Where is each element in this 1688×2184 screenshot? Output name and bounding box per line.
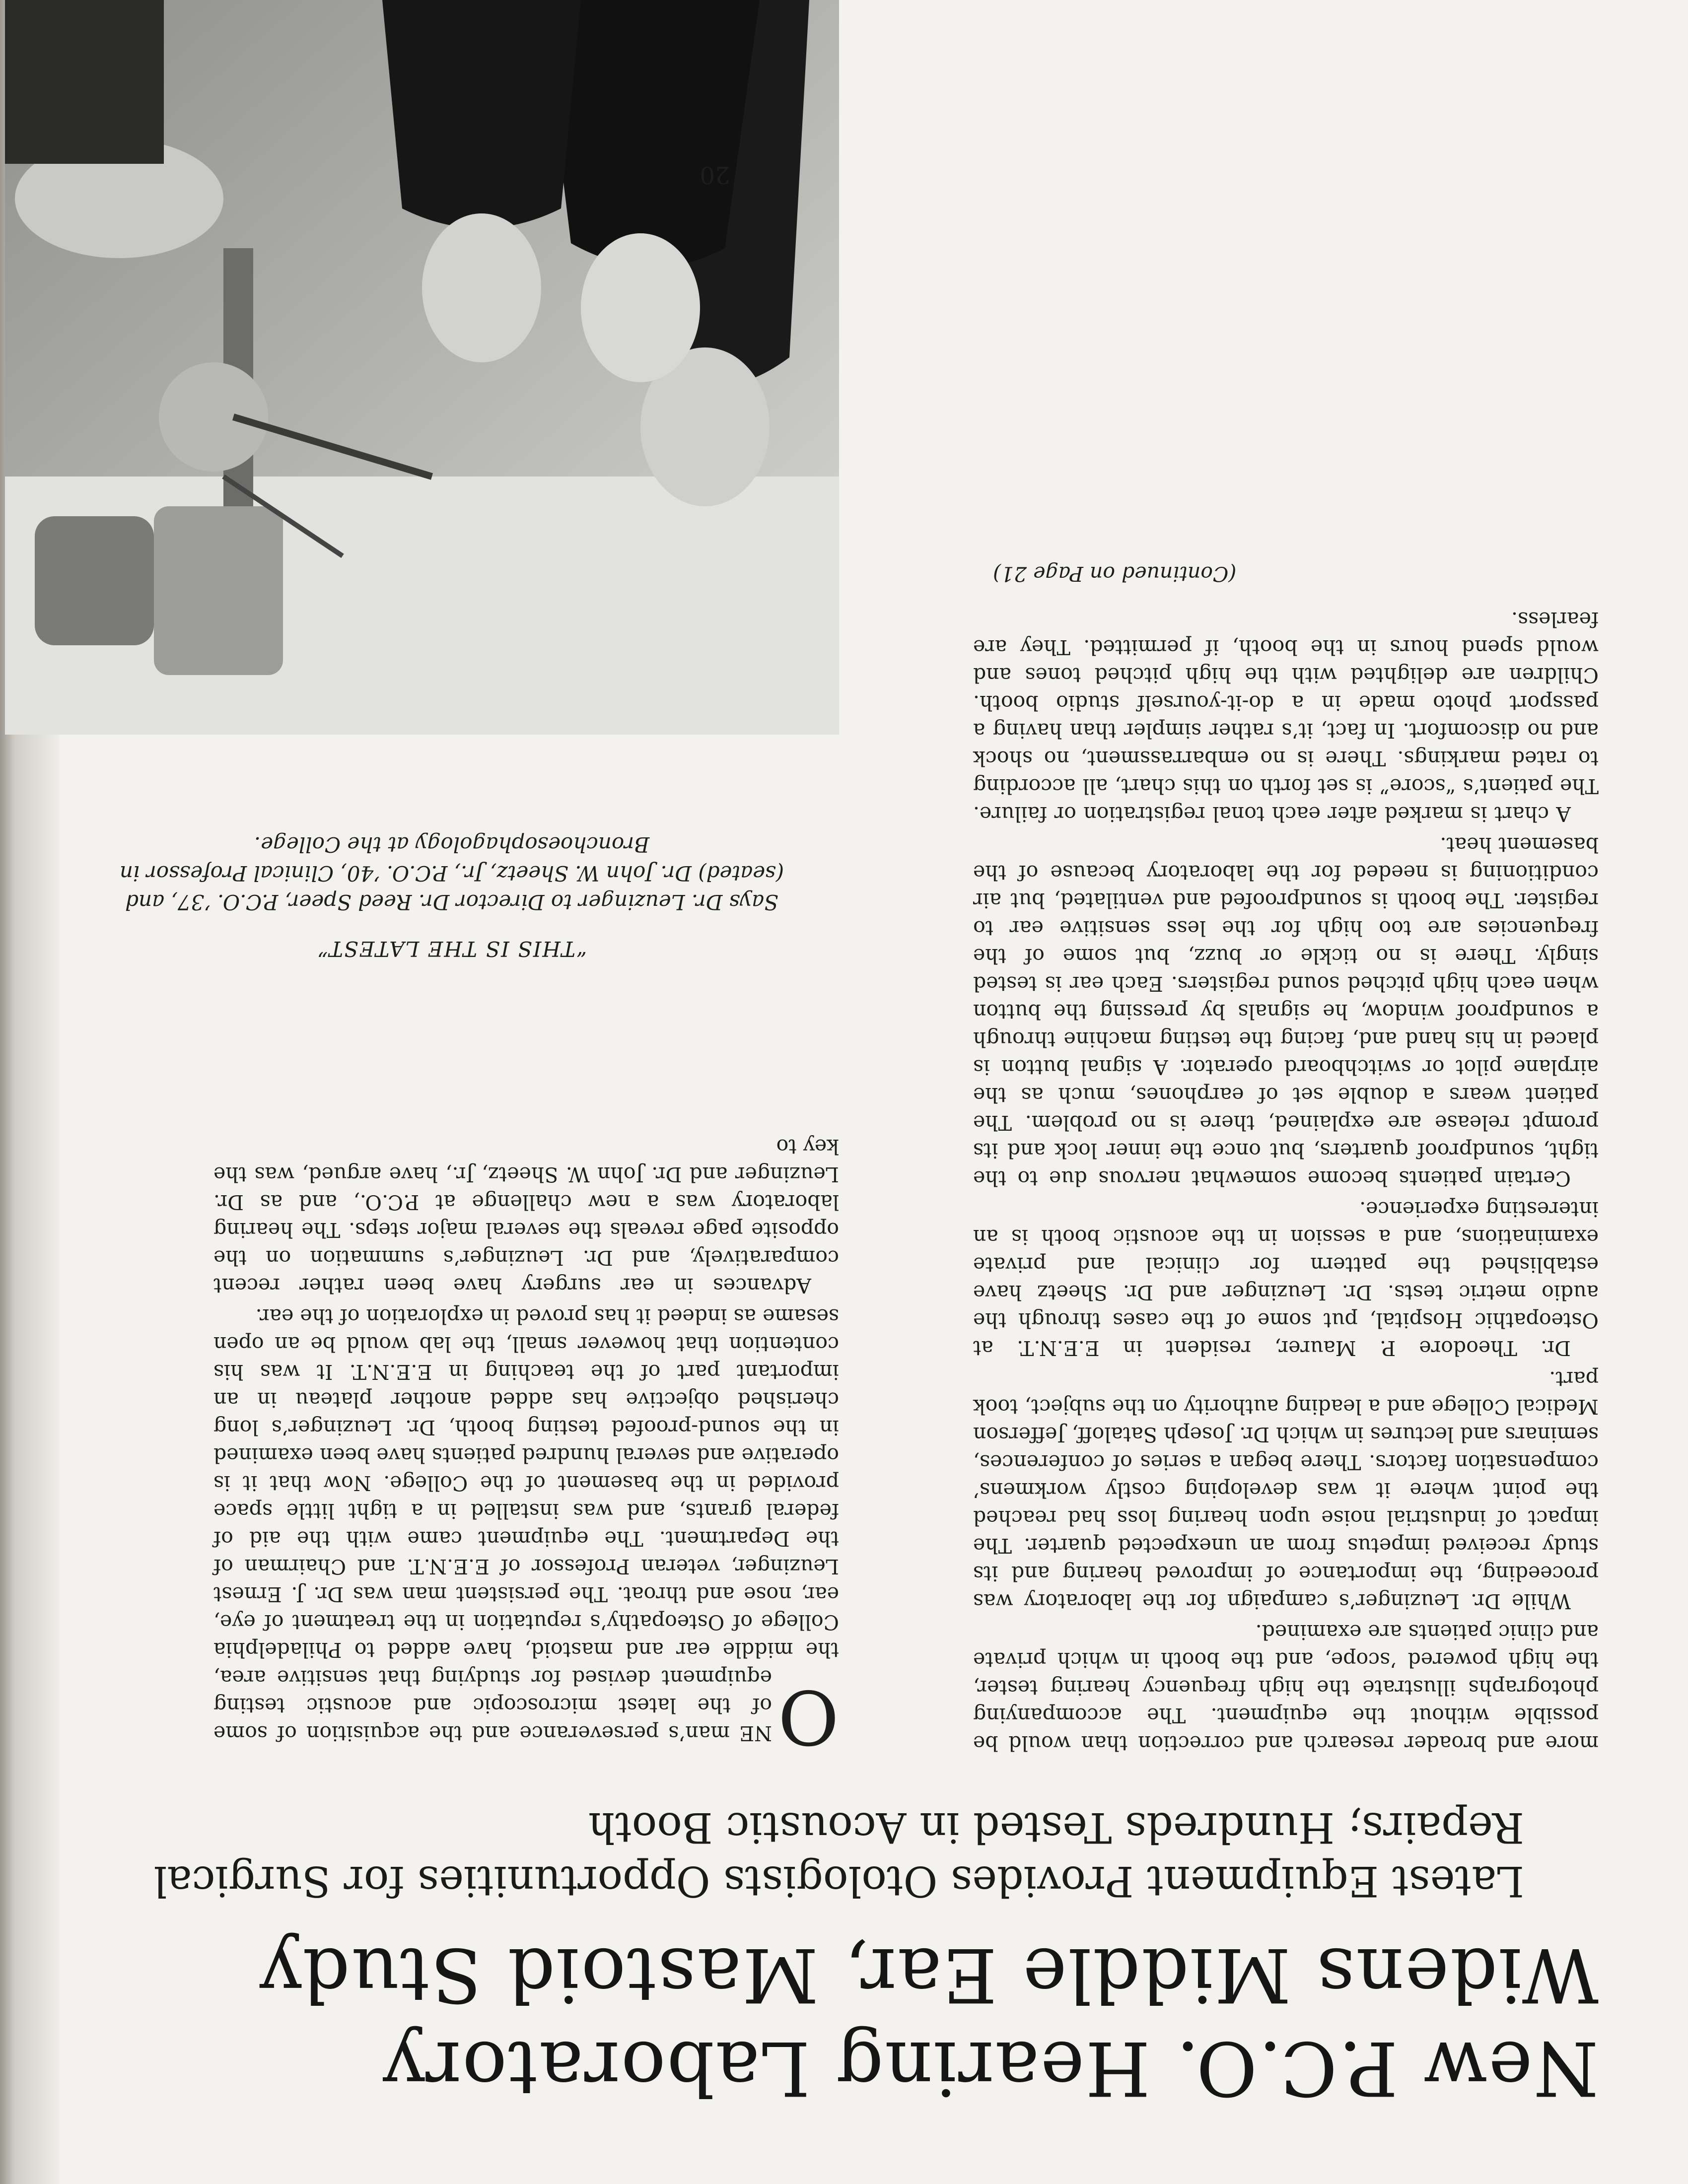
lead-smallcaps: NE <box>739 1721 773 1745</box>
lead-paragraph <box>213 1302 839 1760</box>
paragraph: While Dr. Leuzinger’s campaign for the laboratory was proceeding, the importance of improved hearing and its study received impetus from an unexpected quarter. The impact of industrial noise upon hearing loss had reached the point where it was developing costly workmens’ compensation factors. There began a series of conferences, seminars and lectures in which Dr. Joseph Sataloff, Jefferson Medical College and a leading authority on the subject, took part. <box>973 1367 1599 1613</box>
photo-caption <box>79 830 824 963</box>
lead-text: man’s perseverance and the acquisition of some of the latest microscopic and acoustic testing equipment devised for studying that sensitive area, the middle ear and mastoid, have added to Philadelphia College of Osteopathy’s reputation in the treatment of eye, ear, nose and throat. The persistent man was Dr. J. Ernest Leuzinger, veteran Professor of E.E.N.T. and Chairman of the Department. The equipment came with the aid of federal grants, and was installed in a tight little space provided in the basement of the College. Now that it is operative and several hundred patients have been examined in the sound-proofed testing booth, Dr. Leuzinger’s long cherished objective has added another plateau in an important part of the teaching in E.E.N.T. It was his contention that however small, the lab would be an open sesame as indeed it has proved in exploration of the ear. <box>213 1304 839 1745</box>
headline: New P.C.O. Hearing Laboratory Widens Middle Ear, Mastoid Study <box>258 1931 1599 2111</box>
drop-cap: O <box>778 1673 839 1760</box>
paragraph: Certain patients become somewhat nervous due to the tight, soundproof quarters, but once the inner lock and its prompt release are explained, there is no problem. The patient wears a double set of earphones, much as the airplane pilot or switchboard operator. A signal button is placed in his hand and, facing the testing machine through a soundproof window, he signals by pressing the button when each high pitched sound registers. Each ear is tested singly. There is no tickle or buzz, but some of the frequencies are too high for the less sensitive ear to register. The booth is soundproofed and ventilated, but air conditioning is needed for the laboratory because of the basement heat. <box>973 833 1599 1190</box>
caption-body: Says Dr. Leuzinger to Director Dr. Reed Speer, P.C.O. ’37, and (seated) Dr. John W. Sheetz, Jr., P.C.O. ’40, Clinical Professor in Bronchoesophagology at the College. <box>119 832 784 914</box>
paragraph: Advances in ear surgery have been rather recent comparatively, and Dr. Leuzinger’s summation on the opposite page reveals the several major steps. The hearing laboratory was a new challenge at P.C.O., and as Dr. Leuzinger and Dr. John W. Sheetz, Jr., have argued, was the key to <box>213 1135 839 1297</box>
photo-illustration <box>5 0 839 735</box>
paragraph: more and broader research and correction than would be possible without the equipment. The accompanying photographs illustrate the high frequency hearing tester, the high powered ’scope, and the booth in which private and clinic patients are examined. <box>973 1620 1599 1755</box>
left-column <box>973 560 1599 1757</box>
caption-title: “THIS IS THE LATEST” <box>316 937 587 961</box>
page-number: 20 <box>700 161 730 189</box>
paragraph: Dr. Theodore P. Maurer, resident in E.E.N.T. at Osteopathic Hospital, put some of the cases through the audio metric tests. Dr. Leuzinger and Dr. Sheetz have established the pattern for clinical and private examinations, and a session in the acoustic booth is an interesting experience. <box>973 1197 1599 1360</box>
photo <box>5 0 839 735</box>
continued-note: (Continued on Page 21) <box>993 562 1237 586</box>
right-column <box>213 1130 839 1760</box>
headline-block <box>109 1801 1599 2115</box>
paragraph: A chart is marked after each tonal registration or failure. The patient’s “score” is set forth on this chart, all according to rated markings. There is no embarrassment, no shock and no discomfort. In fact, it’s rather simpler than having a passport photo made in a do-it-yourself studio booth. Children are delighted with the high pitched tones and would spend hours in the booth, if permitted. They are fearless. <box>973 608 1599 826</box>
subheadline: Latest Equipment Provides Otologists Opportunities for Surgical Repairs; Hundreds Tested in Acoustic Booth <box>153 1803 1524 1906</box>
